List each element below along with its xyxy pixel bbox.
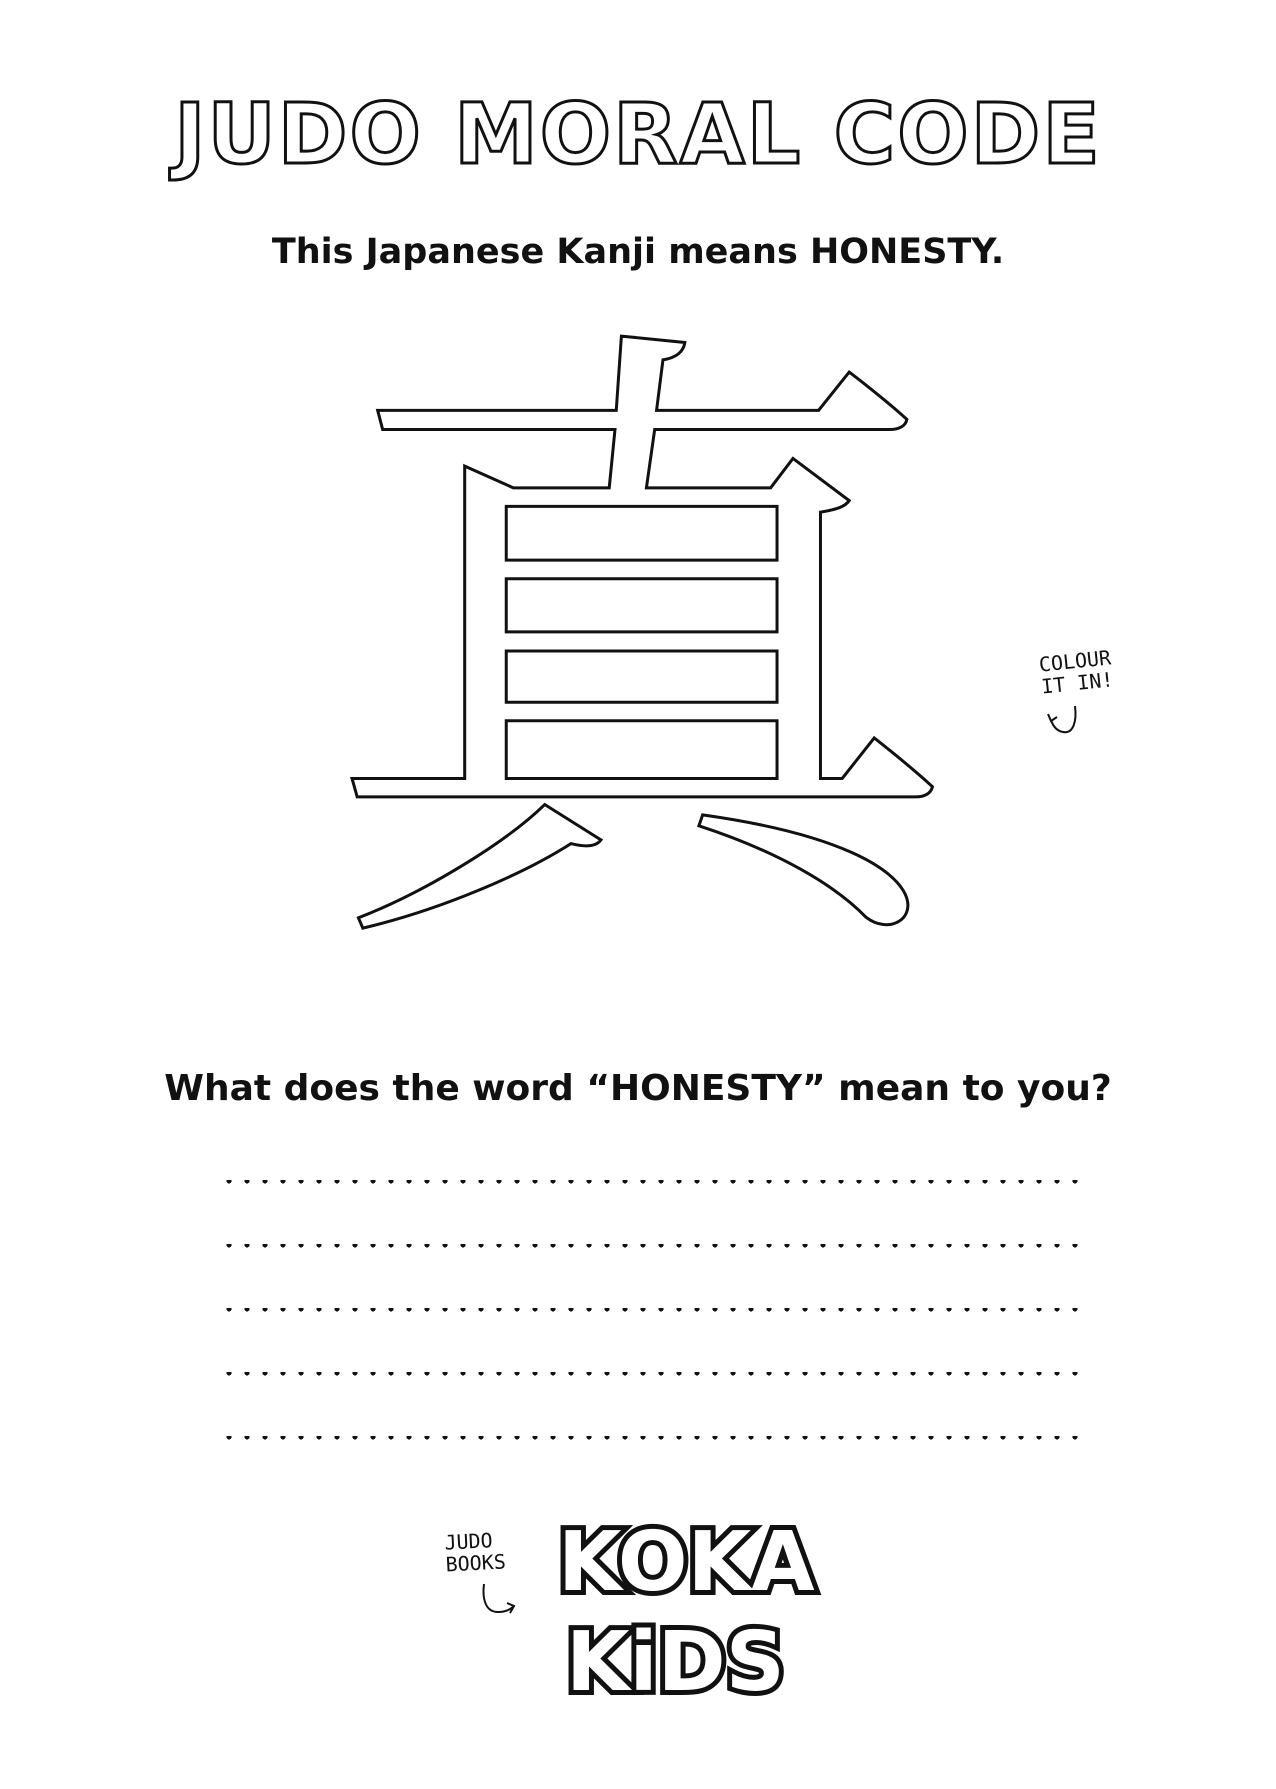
judo-books-note: [444, 1528, 506, 1575]
curved-arrow-icon: [480, 1582, 520, 1622]
answer-line[interactable]: [220, 1436, 1080, 1442]
koka-kids-logo-svg: [552, 1500, 815, 1710]
kanji-svg: [250, 281, 1030, 1026]
judo-books-line-2: BOOKS: [444, 1549, 507, 1577]
answer-line[interactable]: [220, 1180, 1080, 1186]
kanji-coloring-figure[interactable]: [250, 281, 1030, 1026]
answer-line[interactable]: [220, 1308, 1080, 1314]
colour-note-line-1: COLOUR: [1037, 645, 1113, 677]
answer-lines[interactable]: [220, 1180, 1080, 1500]
logo-line-2: KiDS: [566, 1615, 785, 1710]
kanji-meaning-subtitle: This Japanese Kanji means HONESTY.: [271, 232, 1005, 272]
curved-arrow-icon: [1045, 702, 1085, 742]
page-title: JUDO MORAL CODE: [174, 85, 1102, 183]
kanji-character[interactable]: 真: [320, 281, 960, 1026]
answer-line[interactable]: [220, 1244, 1080, 1250]
koka-kids-logo: [552, 1500, 815, 1710]
colour-note-line-2: IT IN!: [1040, 667, 1115, 699]
logo-line-1: KOKA: [558, 1515, 815, 1610]
judo-books-line-1: JUDO: [443, 1528, 494, 1555]
answer-line[interactable]: [220, 1372, 1080, 1378]
reflection-question: What does the word “HONESTY” mean to you?: [164, 1068, 1112, 1109]
colour-it-in-note: [1038, 646, 1114, 697]
